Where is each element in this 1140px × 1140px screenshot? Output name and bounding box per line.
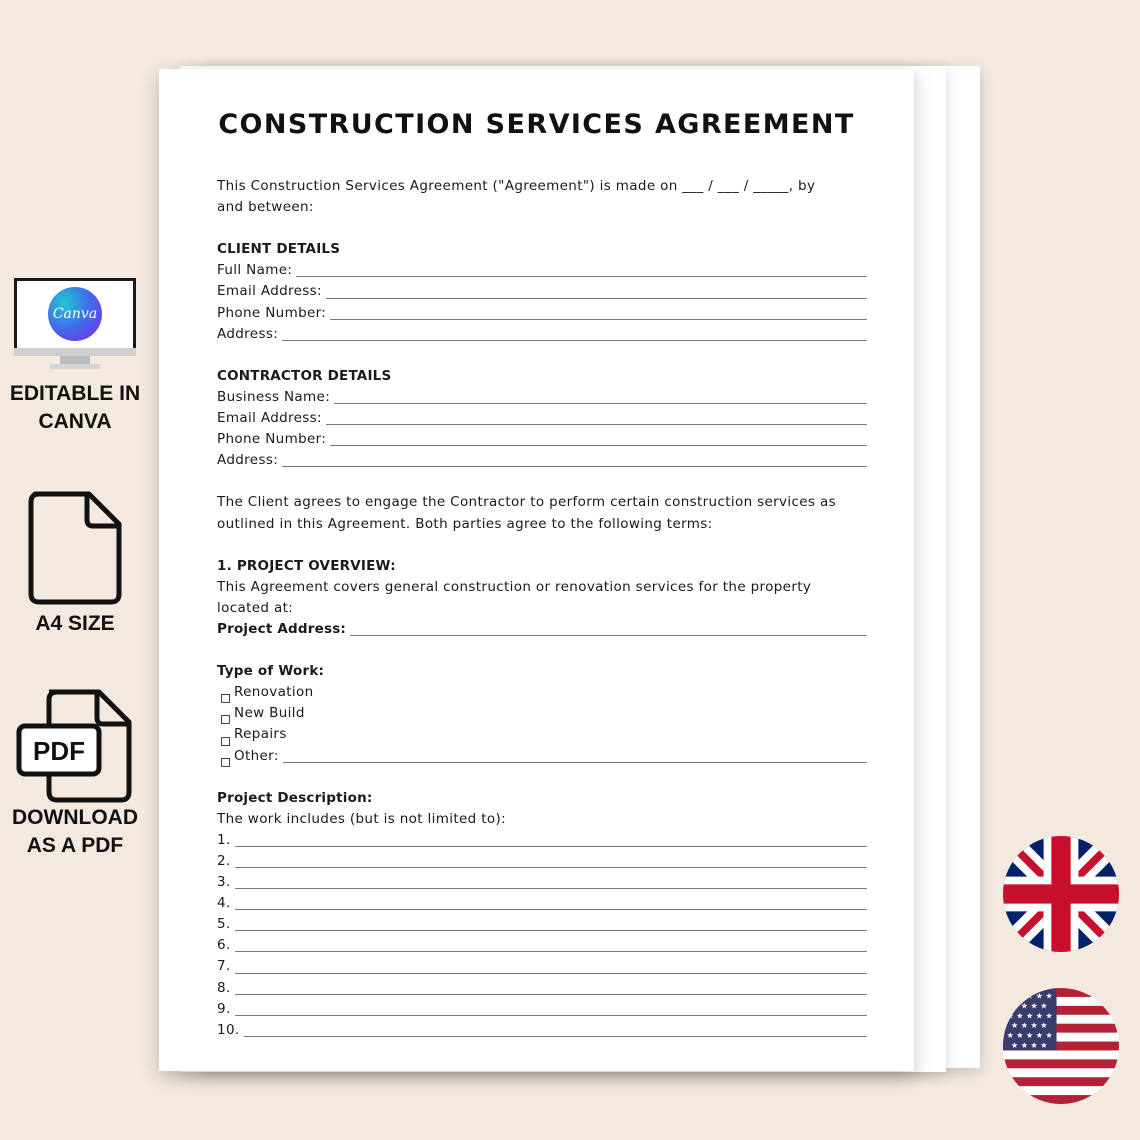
engagement-text-cont: outlined in this Agreement. Both parties agree to the following terms: [217, 515, 713, 532]
type-of-work-heading: Type of Work: [217, 663, 325, 680]
contractor-details-heading: CONTRACTOR DETAILS [217, 367, 392, 384]
description-line[interactable]: 9. [217, 999, 867, 1020]
monitor-icon [14, 278, 136, 370]
svg-text:★ ★ ★ ★ ★: ★ ★ ★ ★ ★ [1006, 1011, 1053, 1021]
document-body [217, 176, 867, 1041]
checkbox-icon [221, 758, 230, 767]
intro-text-cont: and between: [217, 199, 314, 216]
description-line[interactable]: 4. [217, 893, 867, 914]
description-line[interactable]: 2. [217, 851, 867, 872]
description-line[interactable]: 7. [217, 956, 867, 977]
svg-text:★ ★ ★ ★ ★: ★ ★ ★ ★ ★ [1006, 991, 1053, 1001]
description-line[interactable]: 5. [217, 914, 867, 935]
contractor-email-field[interactable]: Email Address: [217, 408, 867, 429]
svg-text:★ ★ ★ ★ ★: ★ ★ ★ ★ ★ [1006, 1030, 1053, 1040]
client-address-field[interactable]: Address: [217, 324, 867, 345]
pdf-icon-text: PDF [33, 736, 85, 766]
description-line[interactable]: 3. [217, 872, 867, 893]
project-address-field[interactable]: Project Address: [217, 619, 867, 640]
checkbox-icon [221, 715, 230, 724]
client-full-name-field[interactable]: Full Name: [217, 260, 867, 281]
project-description-heading: Project Description: [217, 789, 373, 806]
svg-text:★ ★ ★ ★: ★ ★ ★ ★ [1011, 1021, 1048, 1031]
work-option-new-build[interactable]: New Build [217, 703, 867, 724]
project-overview-heading: 1. PROJECT OVERVIEW: [217, 557, 396, 574]
intro-text: This Construction Services Agreement ("Agreement") is made on ___ / ___ / _____, by [217, 178, 816, 194]
feature-label: EDITABLE IN CANVA [9, 382, 141, 433]
client-phone-field[interactable]: Phone Number: [217, 303, 867, 324]
checkbox-icon [221, 694, 230, 703]
engagement-text: The Client agrees to engage the Contractor to perform certain construction services as [217, 494, 836, 511]
uk-flag-icon [1003, 836, 1119, 952]
description-intro: The work includes (but is not limited to): [217, 810, 506, 827]
work-option-renovation[interactable]: Renovation [217, 682, 867, 703]
feature-editable-in-canva [0, 278, 150, 436]
checkbox-icon [221, 737, 230, 746]
contractor-phone-field[interactable]: Phone Number: [217, 429, 867, 450]
feature-label: A4 SIZE [35, 612, 115, 635]
feature-a4-size [0, 490, 150, 638]
description-line[interactable]: 1. [217, 830, 867, 851]
us-flag-icon [1003, 988, 1119, 1104]
overview-text-cont: located at: [217, 599, 294, 616]
work-option-other[interactable]: Other: [217, 746, 867, 767]
description-line[interactable]: 8. [217, 978, 867, 999]
pdf-file-icon [15, 688, 135, 804]
contractor-address-field[interactable]: Address: [217, 450, 867, 471]
contractor-business-name-field[interactable]: Business Name: [217, 387, 867, 408]
work-option-repairs[interactable]: Repairs [217, 724, 867, 745]
agreement-page [159, 69, 914, 1071]
overview-text: This Agreement covers general construction or renovation services for the property [217, 578, 812, 595]
feature-download-pdf [0, 688, 150, 860]
canva-logo: Canva [48, 287, 102, 341]
svg-text:★ ★ ★ ★: ★ ★ ★ ★ [1011, 1040, 1048, 1050]
description-line[interactable]: 10. [217, 1020, 867, 1041]
client-email-field[interactable]: Email Address: [217, 281, 867, 302]
description-line[interactable]: 6. [217, 935, 867, 956]
document-icon [27, 490, 123, 606]
feature-label: DOWNLOAD AS A PDF [12, 806, 138, 857]
svg-text:★ ★ ★ ★: ★ ★ ★ ★ [1011, 1001, 1048, 1011]
client-details-heading: CLIENT DETAILS [217, 241, 341, 258]
document-title: CONSTRUCTION SERVICES AGREEMENT [218, 109, 855, 140]
